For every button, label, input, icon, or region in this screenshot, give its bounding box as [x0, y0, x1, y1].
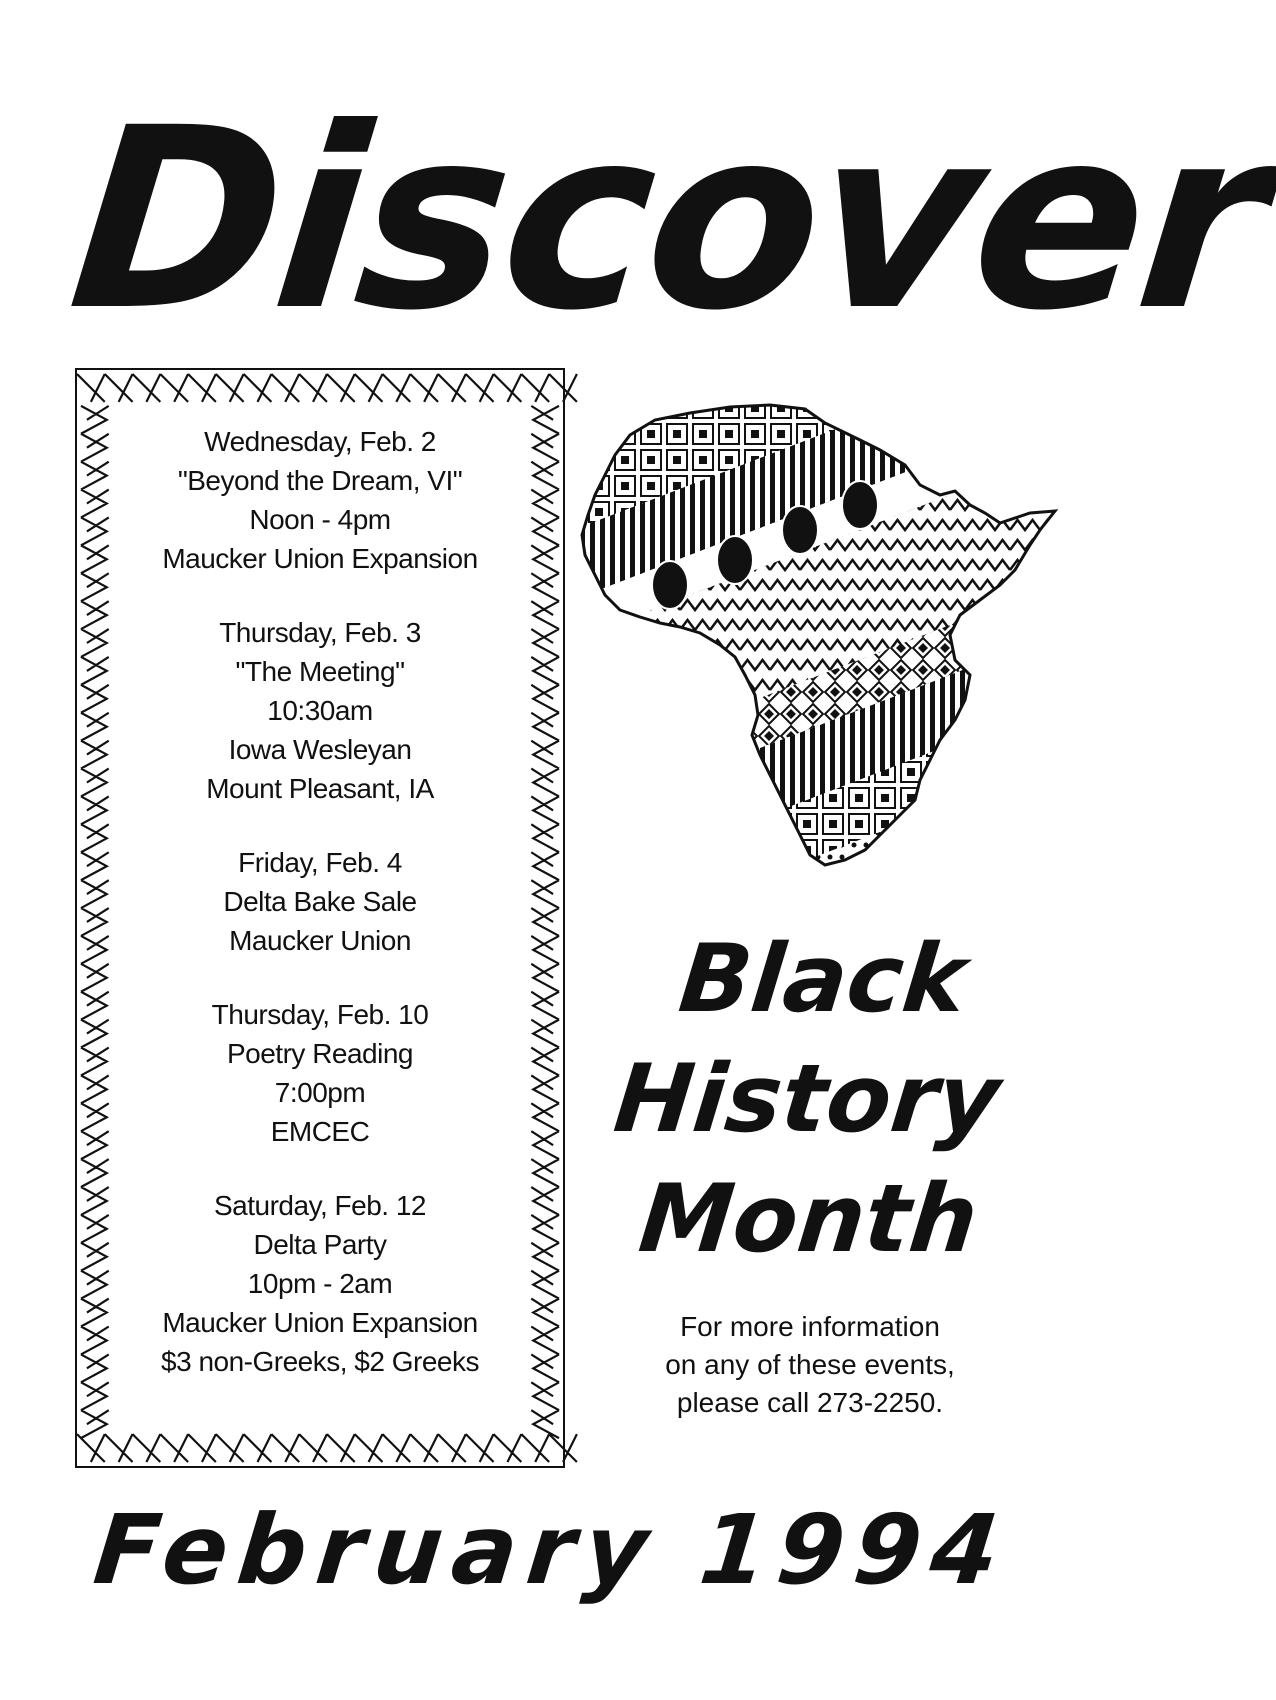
event-name: Delta Party — [253, 1229, 387, 1260]
events-list — [125, 422, 515, 1416]
event-day: Friday, Feb. 4 — [238, 847, 402, 878]
event-day: Thursday, Feb. 10 — [211, 999, 429, 1030]
event-location: Maucker Union — [229, 925, 411, 956]
event-time: 7:00pm — [274, 1077, 366, 1108]
event-name: "The Meeting" — [235, 656, 405, 687]
event-location: Maucker Union Expansion — [162, 543, 478, 574]
event-day: Wednesday, Feb. 2 — [204, 426, 436, 457]
heading-black: Black — [674, 925, 972, 1034]
heading-history: History — [609, 1045, 1005, 1154]
contact-line: For more information — [680, 1311, 940, 1342]
event-name: "Beyond the Dream, VI" — [177, 465, 463, 496]
event-item — [125, 843, 515, 960]
heading-month: Month — [634, 1165, 983, 1274]
event-name: Poetry Reading — [226, 1038, 413, 1069]
africa-map-illustration — [560, 395, 1080, 955]
event-time: 10pm - 2am — [247, 1268, 393, 1299]
contact-line: please call 273-2250. — [676, 1387, 944, 1418]
poster-title: Discover — [59, 74, 1276, 365]
event-location: Maucker Union Expansion — [162, 1307, 478, 1338]
events-box — [75, 368, 565, 1468]
event-day: Saturday, Feb. 12 — [214, 1190, 426, 1221]
event-name: Delta Bake Sale — [223, 886, 417, 917]
event-item — [125, 1186, 515, 1381]
event-item — [125, 995, 515, 1151]
event-item — [125, 613, 515, 808]
poster-date: February 1994 — [89, 1494, 1014, 1606]
event-location: Iowa Wesleyan — [228, 734, 412, 765]
contact-line: on any of these events, — [665, 1349, 955, 1380]
event-item — [125, 422, 515, 578]
event-price: $3 non-Greeks, $2 Greeks — [161, 1346, 479, 1377]
event-location: EMCEC — [270, 1116, 370, 1147]
contact-info — [610, 1308, 1010, 1422]
event-time: Noon - 4pm — [249, 504, 391, 535]
event-time: 10:30am — [267, 695, 373, 726]
event-location: Mount Pleasant, IA — [206, 773, 434, 804]
event-day: Thursday, Feb. 3 — [219, 617, 421, 648]
